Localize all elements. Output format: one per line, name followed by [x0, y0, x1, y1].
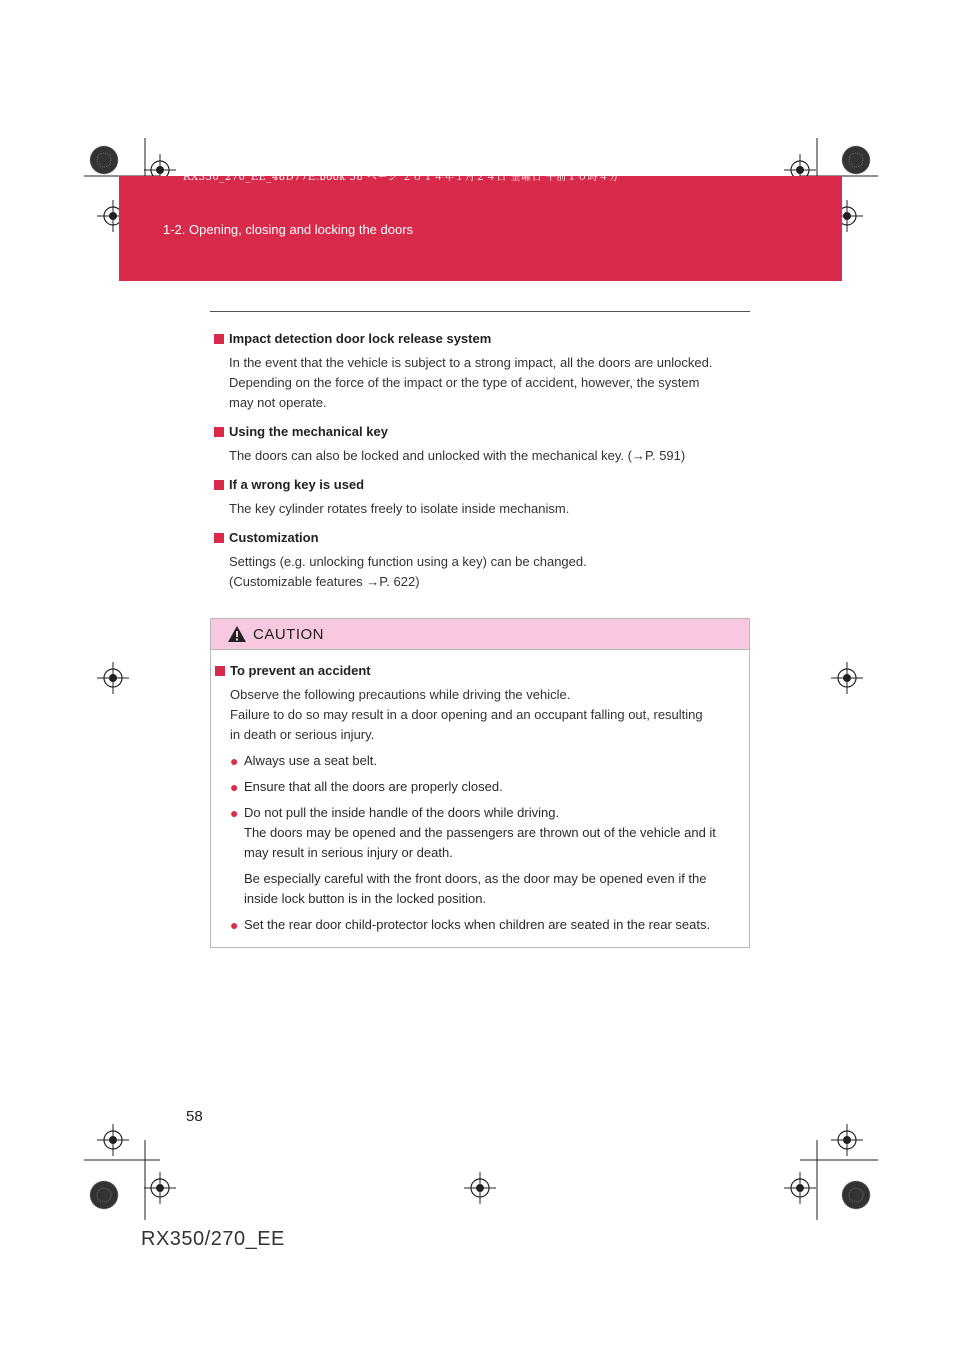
caution-bullet: [230, 751, 743, 771]
section-divider: [210, 311, 750, 312]
item-heading: Impact detection door lock release system: [229, 331, 492, 346]
section-title: 1-2. Opening, closing and locking the doors: [163, 222, 414, 237]
red-dot-bullet-icon: ●: [230, 779, 239, 795]
bullet-line: Set the rear door child-protector locks when children are seated in the rear seats.: [244, 917, 711, 932]
caution-bullet: [230, 803, 743, 909]
caution-line: Observe the following precautions while driving the vehicle.: [230, 687, 571, 702]
item-heading: If a wrong key is used: [229, 477, 365, 492]
red-dot-bullet-icon: ●: [230, 917, 239, 933]
bullet-line: The doors may be opened and the passengers are thrown out of the vehicle and it: [244, 825, 716, 840]
bullet-line: may result in serious injury or death.: [244, 845, 453, 860]
caution-box: [210, 618, 750, 948]
item-mechanical-key: [214, 423, 746, 466]
bullet-line: Be especially careful with the front doors, as the door may be opened even if the: [244, 871, 707, 886]
red-square-bullet-icon: [214, 427, 224, 437]
red-square-bullet-icon: [214, 533, 224, 543]
page-number: 58: [186, 1108, 203, 1125]
item-wrong-key: [214, 476, 746, 519]
item-heading: Using the mechanical key: [229, 424, 388, 439]
caution-line: in death or serious injury.: [230, 727, 375, 742]
bullet-line: inside lock button is in the locked position.: [244, 891, 487, 906]
bullet-line: Do not pull the inside handle of the doors while driving.: [244, 805, 560, 820]
item-line: The key cylinder rotates freely to isolate inside mechanism.: [229, 501, 570, 516]
item-heading: Customization: [229, 530, 319, 545]
caution-line: Failure to do so may result in a door opening and an occupant falling out, resulting: [230, 707, 703, 722]
red-square-bullet-icon: [214, 334, 224, 344]
caution-intro: [230, 685, 743, 745]
item-line: Depending on the force of the impact or the type of accident, however, the system: [229, 375, 700, 390]
warning-triangle-icon: [227, 625, 247, 643]
red-square-bullet-icon: [215, 666, 225, 676]
bullet-line: Ensure that all the doors are properly closed.: [244, 779, 503, 794]
item-line: The doors can also be locked and unlocked with the mechanical key. (→P. 591): [229, 448, 686, 463]
item-customization: [214, 529, 746, 592]
item-line: Settings (e.g. unlocking function using a key) can be changed.: [229, 554, 587, 569]
red-dot-bullet-icon: ●: [230, 753, 239, 769]
info-items: [214, 330, 746, 602]
item-line: (Customizable features →P. 622): [229, 574, 420, 589]
caution-heading: To prevent an accident: [230, 663, 371, 678]
bullet-line: Always use a seat belt.: [244, 753, 377, 768]
item-impact-detection: [214, 330, 746, 413]
model-code: RX350/270_EE: [141, 1228, 285, 1250]
item-line: In the event that the vehicle is subject to a strong impact, all the doors are unlocked.: [229, 355, 713, 370]
caution-header: [211, 619, 749, 650]
caution-bullet: [230, 915, 743, 935]
book-info: RX350_270_EE_48D77E.book 58 ページ ２０１４年１月２４日 金曜日 午前１０時４分: [183, 172, 620, 183]
red-dot-bullet-icon: ●: [230, 805, 239, 821]
red-square-bullet-icon: [214, 480, 224, 490]
caution-content: [211, 650, 749, 935]
caution-title: CAUTION: [253, 625, 324, 643]
item-line: may not operate.: [229, 395, 327, 410]
caution-bullet: [230, 777, 743, 797]
